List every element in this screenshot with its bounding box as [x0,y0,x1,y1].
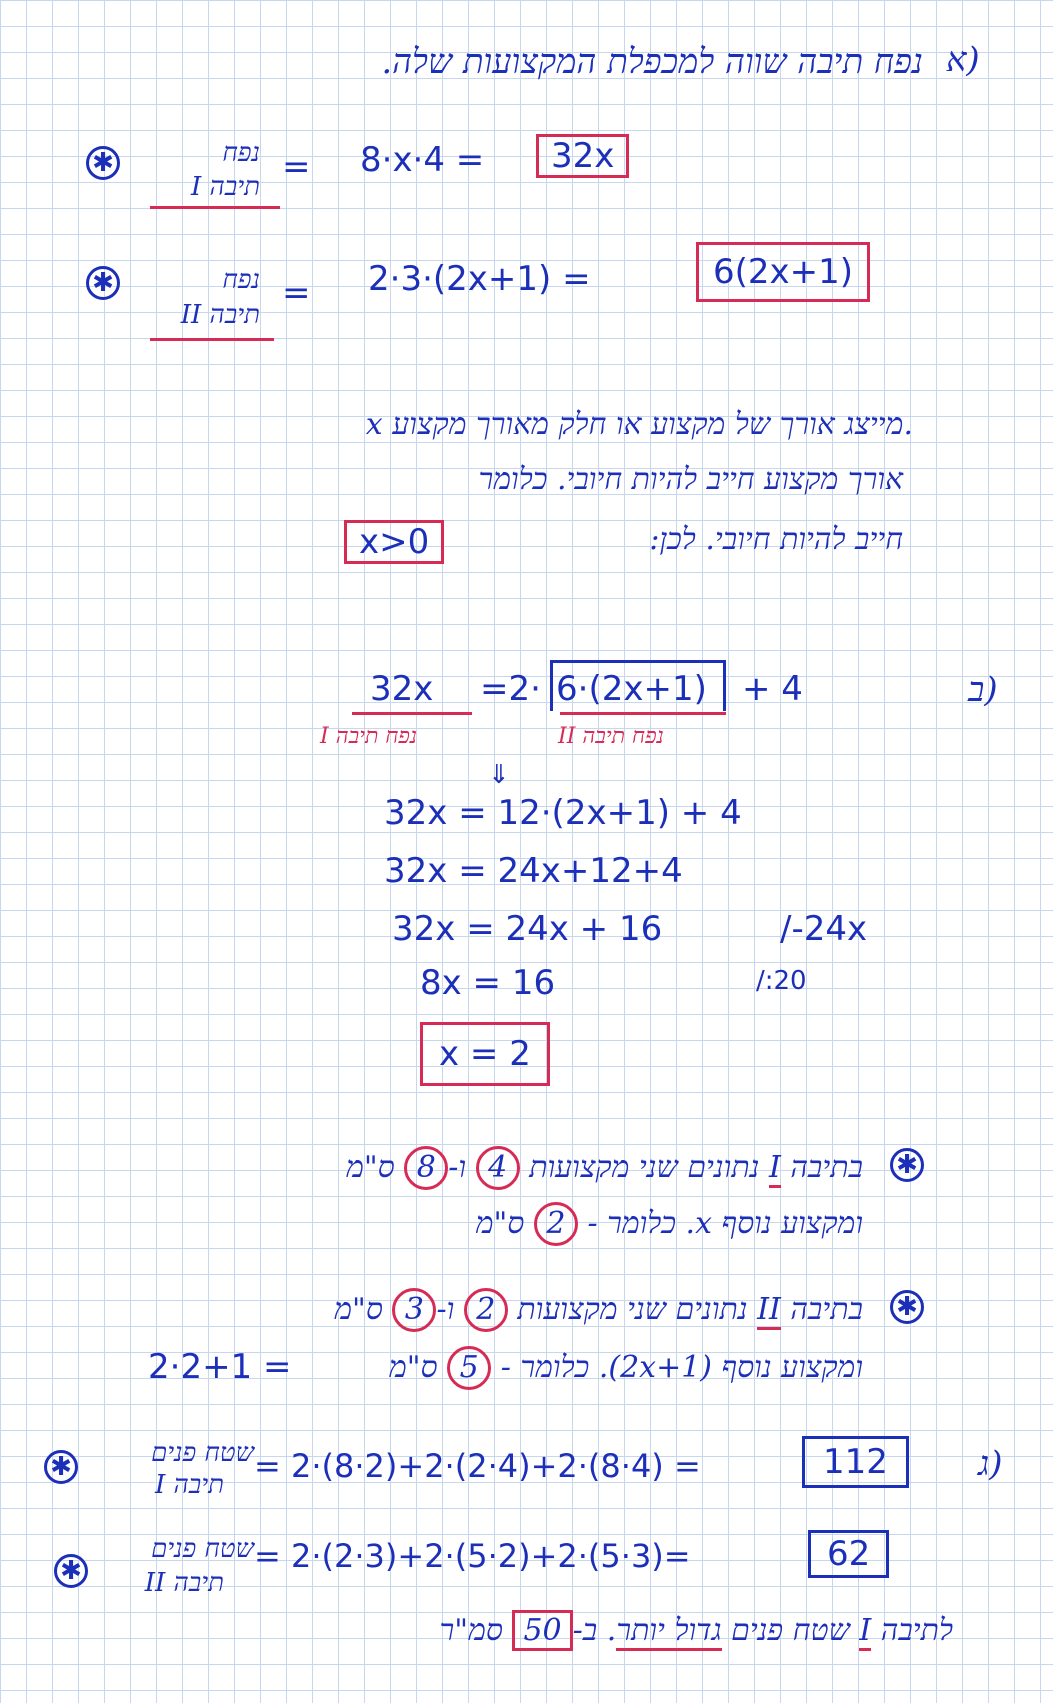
volume-1-label-top: נפח [222,138,260,168]
arrow-down-icon: ⇓ [488,760,510,790]
conclusion-unit: סמ"ר [439,1613,503,1648]
note-1-val: 2 [534,1202,578,1246]
note-2-roman: II [757,1292,781,1330]
volume-1-eq: = [282,147,311,187]
area-2-label-top: שטח פנים [151,1534,254,1564]
volume-2-label-top: נפח [222,265,260,295]
label-volume-1: נפח תיבה I [320,724,418,749]
note-1-line-1 [346,1146,863,1190]
solution-line-3: 32x = 24x + 16 [392,909,663,949]
note-1-unit2: ס"מ [475,1206,525,1241]
note-1-unit: ס"מ [346,1150,395,1185]
note-1-join: ו- [448,1150,467,1185]
conclusion-mid: שטח פנים [731,1613,850,1648]
area-1-label-top: שטח פנים [151,1438,254,1468]
underline [352,712,472,715]
note-1-prefix: בתיבה [790,1150,863,1185]
asterisk-circle-icon: ✱ [44,1450,78,1484]
underline [150,338,274,341]
answer-box: x = 2 [420,1022,550,1086]
area-1-label-bottom: תיבה I [155,1470,224,1500]
solution-line-1: 32x = 12·(2x+1) + 4 [384,793,742,833]
note-2-val: 5 [447,1346,491,1390]
solution-op-2: /:20 [756,966,807,996]
solution-line-2: 32x = 24x+12+4 [384,851,683,891]
equation-bracket: 6·(2x+1) [556,669,707,709]
conclusion-em: גדול יותר [616,1613,721,1651]
explanation-line-2: אורך מקצוע חייב להיות חיובי. כלומר [478,462,903,497]
note-2-mid: נתונים שני מקצועות [517,1292,748,1327]
note-2-unit: ס"מ [334,1292,383,1327]
area-2-label-bottom: תיבה II [144,1568,224,1598]
conclusion-start: לתיבה [880,1613,953,1648]
solution-op-1: /-24x [780,909,868,949]
equation-mid: =2· [480,669,541,709]
solution-line-4: 8x = 16 [420,963,556,1003]
underline [150,206,280,209]
explanation-line-3: חייב להיות חיובי. לכן: [649,522,903,557]
note-1-mid: נתונים שני מקצועות [529,1150,760,1185]
note-1-n2: 8 [404,1146,448,1190]
conclusion [439,1613,953,1648]
note-2-calc: 2·2+1 = [148,1347,292,1387]
note-2-join: ו- [436,1292,455,1327]
equation-left: 32x [370,669,434,709]
area-2-result: 62 [808,1530,889,1578]
note-2-line-2 [389,1346,863,1390]
condition-box: x>0 [344,520,444,564]
note-2-unit2: ס"מ [388,1350,438,1385]
area-1-result: 112 [802,1436,909,1488]
volume-2-expr: 2·3·(2x+1) = [368,259,591,299]
note-1-line2-text: ומקצוע נוסף x. כלומר - [587,1206,863,1241]
underline [560,712,726,715]
note-2-line2-text: ומקצוע נוסף (2x+1). כלומר - [500,1350,863,1385]
section-a-heading: נפח תיבה שווה למכפלת המקצועות שלה. [381,42,923,82]
conclusion-roman: I [859,1613,871,1651]
volume-2-label-bottom: תיבה II [180,300,260,330]
equation-right: + 4 [742,669,803,709]
note-1-roman: I [769,1150,781,1188]
note-2-prefix: בתיבה [790,1292,863,1327]
conclusion-val: 50 [512,1610,572,1651]
volume-2-result: 6(2x+1) [696,242,870,302]
section-c-marker: ג) [978,1444,1003,1484]
explanation-line-1: x מייצג אורך של מקצוע או חלק מאורך מקצוע. [365,407,913,442]
area-1-expr: = 2·(8·2)+2·(2·4)+2·(8·4) = [254,1447,701,1485]
section-a-marker: א) [946,40,980,80]
volume-1-label-bottom: תיבה I [191,172,260,202]
section-b-marker: ב) [968,670,998,710]
asterisk-circle-icon: ✱ [890,1290,924,1324]
conclusion-by: . ב- [572,1613,617,1648]
label-volume-2: נפח תיבה II [558,724,664,749]
volume-1-expr: 8·x·4 = [360,140,485,180]
note-2-n2: 3 [392,1288,436,1332]
asterisk-circle-icon: ✱ [890,1148,924,1182]
volume-2-eq: = [282,273,311,313]
asterisk-circle-icon: ✱ [54,1554,88,1588]
note-2-n1: 2 [464,1288,508,1332]
note-2-line-1 [334,1288,863,1332]
area-2-expr: = 2·(2·3)+2·(5·2)+2·(5·3)= [254,1537,691,1575]
volume-1-result: 32x [536,134,629,178]
note-1-line-2 [476,1202,863,1246]
asterisk-circle-icon: ✱ [86,146,120,180]
asterisk-circle-icon: ✱ [86,266,120,300]
note-1-n1: 4 [476,1146,520,1190]
